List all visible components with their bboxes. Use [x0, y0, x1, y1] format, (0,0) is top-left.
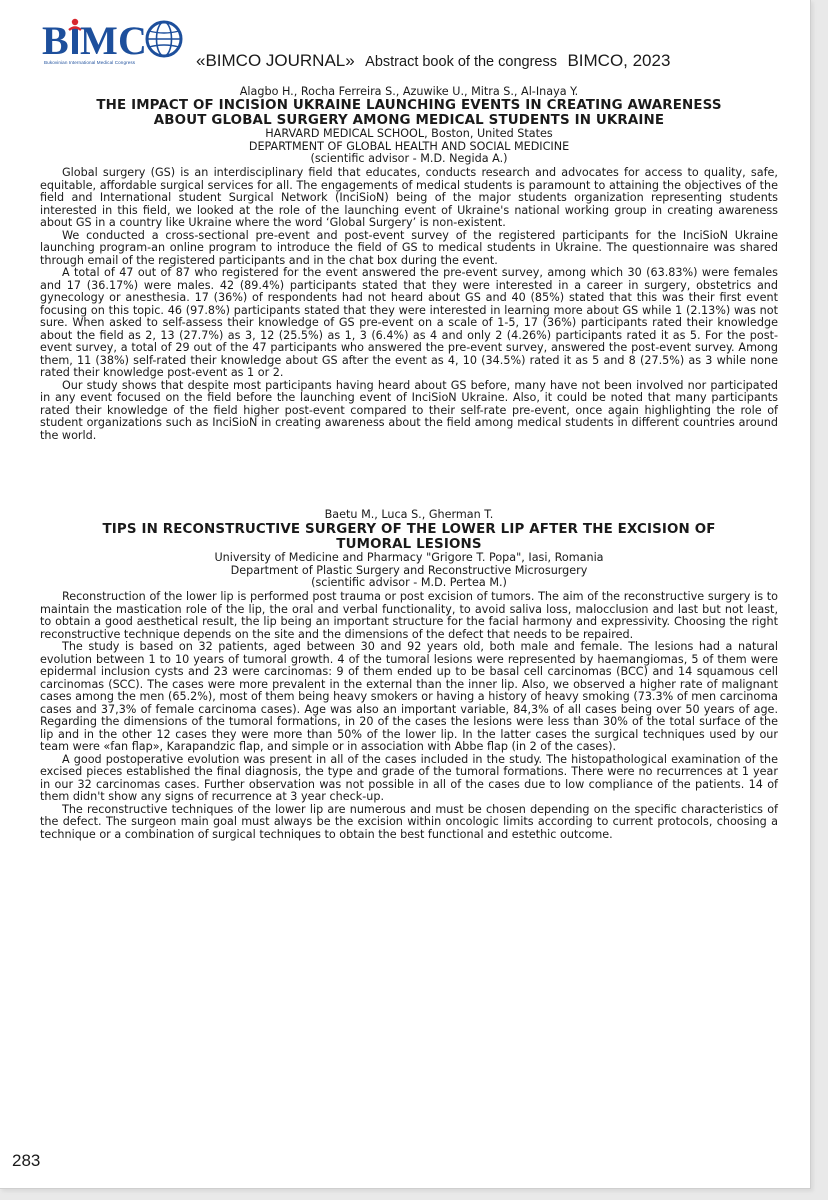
article-1: [40, 86, 778, 442]
article-title-line: TUMORAL LESIONS: [336, 536, 482, 552]
page-number: 283: [12, 1151, 41, 1170]
article-title-line: ABOUT GLOBAL SURGERY AMONG MEDICAL STUDENTS IN UKRAINE: [153, 112, 665, 128]
svg-text:C: C: [118, 18, 147, 62]
logo-subtitle: Bukovinian International Medical Congress: [44, 60, 136, 65]
article-title: [40, 523, 778, 552]
header-title: [196, 51, 670, 71]
article-title-line: THE IMPACT OF INCISION UKRAINE LAUNCHING EVENTS IN CREATING AWARENESS: [96, 98, 722, 114]
article-paragraph: Global surgery (GS) is an interdisciplinary field that educates, conducts research and advocates for access to quality, safe, equitable, affordable surgical services for all. The engagements of medical students is paramount to attaining the objectives of the field and International student Surgical Network (InciSioN) being of the major students organization representing students interested in this field, we looked at the role of the launching event of Ukraine's national working group in creating awareness about GS in a country like Ukraine where the word ‘Global Surgery’ is non-existent.: [40, 166, 778, 229]
article-authors: Baetu M., Luca S., Gherman T.: [324, 508, 494, 521]
bimco-logo: [40, 16, 188, 68]
article-body: [40, 167, 778, 442]
article-paragraph: Reconstruction of the lower lip is performed post trauma or post excision of tumors. The aim of the reconstructive surgery is to maintain the mastication role of the lip, the oral and verbal functionality, to avoid saliva loss, malocclusion and last but not least, to obtain a good aesthetical result, the lip being an important structure for the facial harmony and expressivity. Choosing the right reconstructive technique depends on the site and the dimensions of the defect that needs to be repaired.: [40, 590, 778, 641]
journal-name: «BIMCO JOURNAL»: [196, 51, 355, 70]
article-paragraph: The reconstructive techniques of the lower lip are numerous and must be chosen depending on the specific characteristics of the defect. The surgeon main goal must always be the excision within oncologic limits according to current protocols, choosing a technique or a combination of surgical techniques to obtain the best functional and estethic outcome.: [40, 802, 778, 841]
congress-year: BIMCO, 2023: [567, 51, 671, 70]
article-body: [40, 591, 778, 841]
article-paragraph: A good postoperative evolution was present in all of the cases included in the study. The histopathological examination of the excised pieces established the final diagnosis, the type and grade of the tumoral formations. There were no recurrences at 1 year in our 32 carcinomas cases. Further observation was not possible in all of the cases due to low compliance of the patients. 14 of them didn't show any signs of recurrence at 3 year check-up.: [40, 752, 778, 803]
article-department: Department of Plastic Surgery and Reconstructive Microsurgery: [230, 563, 588, 577]
svg-text:B: B: [42, 18, 69, 62]
article-paragraph: A total of 47 out of 87 who registered for the event answered the pre-event survey, among which 30 (63.83%) were females and 17 (36.17%) were males. 42 (89.4%) participants stated that they were interested in a career in surgery, obstetrics and gynecology or anesthesia. 17 (36%) of respondents had not heard about GS and 40 (85%) stated that this was their first event focusing on this topic. 46 (97.8%) participants stated that they were interested in learning more about GS while 1 (2.13%) was not sure. When asked to self-assess their knowledge of GS pre-event on a scale of 1-5, 17 (36%) participants rated their knowledge about the field as 2, 13 (27.7%) as 3, 12 (25.5%) as 1, 3 (6.4%) as 4 and only 2 (4.26%) participants rated it as 5. For the post-event survey, a total of 29 out of the 47 participants who answered the pre-event survey, answered the post-event survey. Among them, 11 (38%) self-rated their knowledge about GS after the event as 4, 10 (34.5%) rated it as 5 and 8 (27.5%) as 3 while none rated their knowledge post-event as 1 or 2.: [40, 266, 778, 379]
article-title: [40, 99, 778, 128]
bimco-logo-graphic: [40, 16, 190, 62]
article-paragraph: We conducted a cross-sectional pre-event and post-event survey of the registered participants for the InciSioN Ukraine launching program-an online program to introduce the field of GS to medical students in Ukraine. The questionnaire was shared through email of the registered participants and in the chat box during the event.: [40, 228, 778, 267]
article-advisor: (scientific advisor - M.D. Pertea M.): [311, 575, 507, 589]
article-paragraph: The study is based on 32 patients, aged between 30 and 92 years old, both male and female. The lesions had a natural evolution between 1 to 10 years of tumoral growth. 4 of the tumoral lesions were represented by haemangiomas, 5 of them were epidermal inclusion cysts and 23 were carcinomas: 9 of them ended up to be basal cell carcinomas (BCC) and 14 squamous cell carcinomas (SCC). The cases were more prevalent in the external than the inner lip. Also, we observed a higher rate of malignant cases among the men (65.2%), most of them being heavy smokers or having a history of heavy smoking (73.3% of men carcinoma cases and 37,3% of female carcinoma cases). Age was also an important variable, 84,3% of all cases being over 50 years of age. Regarding the dimensions of the tumoral formations, in 20 of the cases the lesions were less than 30% of the total surface of the lip and in the other 12 cases they were more than 50% of the lower lip. In the latter cases the surgical techniques used by our team were «fan flap», Karapandzic flap, and simple or in association with Abbe flap (in 2 of the cases).: [40, 640, 778, 753]
article-authors: Alagbo H., Rocha Ferreira S., Azuwike U., Mitra S., Al-Inaya Y.: [239, 85, 579, 98]
article-institution: HARVARD MEDICAL SCHOOL, Boston, United States: [265, 127, 553, 141]
abstract-book-label: Abstract book of the congress: [365, 54, 557, 70]
svg-text:M: M: [80, 18, 118, 62]
article-2: [40, 509, 778, 841]
article-department: DEPARTMENT OF GLOBAL HEALTH AND SOCIAL MEDICINE: [248, 139, 570, 153]
article-title-line: TIPS IN RECONSTRUCTIVE SURGERY OF THE LOWER LIP AFTER THE EXCISION OF: [102, 522, 716, 538]
article-institution: University of Medicine and Pharmacy "Grigore T. Popa", Iasi, Romania: [214, 551, 604, 565]
page-header: [40, 16, 780, 68]
article-advisor: (scientific advisor - M.D. Negida A.): [310, 151, 508, 165]
article-paragraph: Our study shows that despite most participants having heard about GS before, many have not been involved nor participated in any event focused on the field before the launching event of InciSioN Ukraine. Also, it could be noted that many participants rated their knowledge of the field higher post-event compared to their self-rate pre-event, once again highlighting the role of student organizations such as InciSioN in creating awareness about the field among medical students in different countries around the world.: [40, 378, 778, 442]
